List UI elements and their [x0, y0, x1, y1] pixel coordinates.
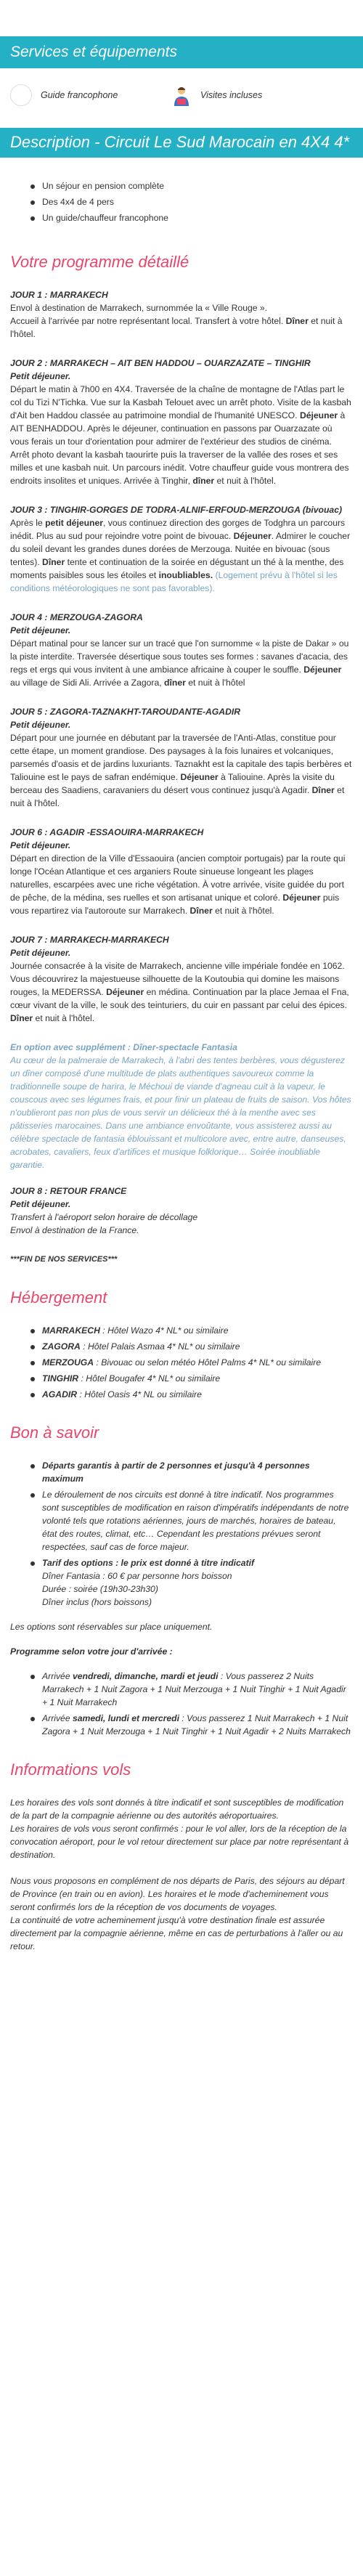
option-text: Au cœur de la palmeraie de Marrakech, à l'abri des tentes berbères, vous dégusterez un dîner composé d'une multitude de plats authentiques savoureux comme la traditionnelle soupe de harira, le Méchoui de viande d'agneau cuit à la vapeur, le couscous avec ses légumes frais, et pour finir un plateau de fruits de saison. Vos hôtes n'oublieront pas non plus de vous servir un délicieux thé à la menthe avec ses pâtisseries marocaines. Dans une ambiance envoûtante, vous assisterez aussi au célèbre spectacle de fantasia éblouissant et multicolore avec, entre autre, danseuses, acrobates, cavaliers, feux d'artifices et musique folklorique… Soirée inoubliable garantie.: [10, 1055, 351, 1170]
day-text: Départ matinal pour se lancer sur un tracé que l'on surnomme « la piste de Dakar » ou la piste interdite. Traversée désertique sous toutes ses formes : savanes d'acacia, des regs et ergs qui vous invitent à une ambiance africaine à couper le souffle. Déjeuner au village de Sidi Ali. Arrivée a Zagora, dîner et nuit à l'hôtel: [10, 638, 349, 688]
weather-note: (Logement prévu à l'hôtel si les conditions météorologiques ne sont pas favorables).: [10, 570, 338, 593]
day-2: [10, 357, 353, 487]
option-title: En option avec supplément : Dîner-spectacle Fantasia: [10, 1042, 237, 1052]
day-text: Journée consacrée à la visite de Marrakech, ancienne ville impériale fondée en 1062. Vous découvrirez la majestueuse silhouette de la Koutoubia qui domine les maisons rouges, la MEDERSSA. Déjeuner en médina. Continuation par la place Jemaa el Fna, cœur vivant de la ville, le souk des teinturiers, du cuir en passant par celui des épices. Dîner et nuit à l'hôtel.: [10, 961, 349, 1023]
services-list: [10, 78, 353, 112]
day-meal: Petit déjeuner.: [10, 371, 71, 381]
day-text: Accueil à l'arrivée par notre représentant local. Transfert à votre hôtel. Dîner et nuit à l'hôtel.: [10, 316, 343, 339]
day-3: [10, 503, 353, 595]
day-title: JOUR 5 : ZAGORA-TAZNAKHT-TAROUDANTE-AGADIR: [10, 707, 241, 717]
arrival-list: [10, 1670, 353, 1738]
list-item: AGADIR : Hôtel Oasis 4* NL ou similaire: [42, 1388, 353, 1401]
services-banner: [0, 36, 363, 68]
description-banner: [0, 128, 363, 158]
vols-heading: Informations vols: [10, 1760, 131, 1779]
day-text: Envol à destination de Marrakech, surnommée la « Ville Rouge ».: [10, 303, 268, 313]
hebergement-heading: Hébergement: [10, 1288, 107, 1307]
day-1: [10, 288, 353, 341]
day-meal: Petit déjeuner.: [10, 1199, 71, 1209]
list-item: Un séjour en pension complète: [42, 179, 353, 192]
day-4: [10, 611, 353, 689]
list-item: MARRAKECH : Hôtel Wazo 4* NL* ou similaire: [42, 1324, 353, 1337]
vols-text: [10, 1796, 353, 1953]
list-item: Le déroulement de nos circuits est donné à titre indicatif. Nos programmes sont susceptibles de modification en raison d'impératifs indépendants de notre volonté tels que rotations aériennes, jours de marchés, horaires de bateau, état des routes, climat, etc… Cependant les prestations prévues seront respectées, sauf cas de force majeur.: [42, 1488, 353, 1553]
bon-a-savoir-list: [10, 1459, 353, 1609]
day-meal: Petit déjeuner.: [10, 840, 71, 850]
end-of-services: ***FIN DE NOS SERVICES***: [10, 1255, 118, 1264]
day-title: JOUR 3 : TINGHIR-GORGES DE TODRA-ALNIF-ERFOUD-MERZOUGA (bivouac): [10, 505, 343, 515]
day-text: Départ le matin à 7h00 en 4X4. Traversée de la chaîne de montagne de l'Atlas part le col du Tizi N'Tichka. Vue sur la Kasbah Telouet avec un arrêt photo. Visite de la kasbah d'Ait ben Haddou classée au patrimoine mondial de l'humanité UNESCO. Déjeuner à AIT BENHADDOU. Après le déjeuner, continuation en passons par Ouarzazate où vous ferais un tour d'orientation pour admirer de l'extérieur des studios de cinéma.: [10, 384, 351, 447]
list-item: ZAGORA : Hôtel Palais Asmaa 4* NL* ou similaire: [42, 1340, 353, 1353]
day-6: [10, 826, 353, 917]
list-item: Un guide/chauffeur francophone: [42, 211, 353, 224]
day-title: JOUR 7 : MARRAKECH-MARRAKECH: [10, 935, 169, 945]
day-meal: Petit déjeuner.: [10, 720, 71, 730]
list-item: MERZOUGA : Bivouac ou selon météo Hôtel Palms 4* NL* ou similaire: [42, 1356, 353, 1369]
service-item: [10, 78, 170, 112]
day-meal: Petit déjeuner.: [10, 625, 71, 635]
day-meal: Petit déjeuner.: [10, 948, 71, 958]
paragraph: Nous vous proposons en complément de nos départs de Paris, des séjours au départ de Province (en train ou en avion). Les horaires et le mode d'acheminement vous seront confirmés lors de la réception de vos documents de voyages.: [10, 1876, 345, 1912]
service-label: Guide francophone: [41, 90, 118, 100]
day-text: Départ en direction de la Ville d'Essaouira (ancien comptoir portugais) par la route qui longe l'Océan Atlantique et ces arganiers Route sinueuse longeant les plages naturelles, escarpées avec une riche végétation. À votre arrivée, visite guidée du port de pêche, de la médina, ses ruelles et son artisanat unique et coloré. Déjeuner puis vous repartirez via l'autoroute sur Marrakech. Dîner et nuit à l'hôtel.: [10, 853, 346, 916]
day-text: Départ pour une journée en débutant par la traversée de l'Anti-Atlas, constitue pour cette étape, un moment grandiose. Des paysages à la fois lunaires et volcaniques, parsemés d'oasis et de jardins luxuriants. Taznakht est la capitale des tapis berbères et Taliouine est le pays de safran endémique. Déjeuner à Taliouine. Après la visite du berceau des Saadiens, caravaniers du désert vous continuez jusqu'à Agadir. Dîner et nuit à l'hôtel.: [10, 733, 352, 808]
fantasia-option: [10, 1041, 353, 1171]
description-title: Description - Circuit Le Sud Marocain en 4X4 4*: [10, 133, 350, 151]
list-item: Des 4x4 de 4 pers: [42, 195, 353, 208]
list-item: Départs garantis à partir de 2 personnes et jusqu'à 4 personnes maximum: [42, 1459, 353, 1485]
description-list: [10, 179, 353, 224]
service-item: [170, 78, 330, 112]
day-title: JOUR 8 : RETOUR FRANCE: [10, 1186, 127, 1196]
list-item: Arrivée samedi, lundi et mercredi : Vous passerez 1 Nuit Marrakech + 1 Nuit Zagora + 1 Nuit Merzouga + 1 Nuit Tinghir + 1 Nuit Agadir + 2 Nuits Marrakech: [42, 1712, 353, 1738]
service-label: Visites incluses: [200, 90, 263, 100]
day-text: Arrêt photo devant la kasbah taourirte puis la traverser de la vallée des roses et ses milles et une kasbah nuit. Un parcours inédit. Votre chauffeur guide vous montrera des endroits insolites et uniques. Arrivée à Tinghir, dîner et nuit à l'hôtel.: [10, 450, 349, 486]
hotel-list: [10, 1324, 353, 1401]
day-text: Envol à destination de la France.: [10, 1225, 139, 1235]
list-item: TINGHIR : Hôtel Bougafer 4* NL* ou similaire: [42, 1372, 353, 1385]
list-item: Arrivée vendredi, dimanche, mardi et jeudi : Vous passerez 2 Nuits Marrakech + 1 Nuit Zagora + 1 Nuit Merzouga + 1 Nuit Tinghir + 1 Nuit Agadir + 1 Nuit Marrakech: [42, 1670, 353, 1709]
france-flag-icon: [10, 84, 32, 106]
day-text: Transfert à l'aéroport selon horaire de décollage: [10, 1212, 198, 1222]
day-title: JOUR 6 : AGADIR -ESSAOUIRA-MARRAKECH: [10, 827, 204, 837]
day-text: Après le petit déjeuner, vous continuez direction des gorges de Todghra un parcours inédit. Plus au sud pour rejoindre votre point de bivouac. Déjeuner. Admirer le coucher du soleil devant les grandes dunes dorées de Merzouga. Nuitée en bivouac (sous tentes). Dîner tente et continuation de la soirée en dégustant un thé à la menthe, des moments paisibles sous les étoiles et inoubliables. (Logement prévu à l'hôtel si les conditions météorologiques ne sont pas favorables).: [10, 518, 351, 593]
paragraph: Les horaires des vols sont donnés à titre indicatif et sont susceptibles de modification de la part de la compagnie aérienne ou des autorités aéroportuaires.: [10, 1797, 344, 1821]
day-8: [10, 1185, 353, 1237]
services-title: Services et équipements: [10, 44, 177, 60]
day-title: JOUR 1 : MARRAKECH: [10, 290, 108, 300]
list-item: Tarif des options : le prix est donné à titre indicatif Dîner Fantasia : 60 € par personne hors boisson Durée : soirée (19h30-23h30) Dîner inclus (hors boissons): [42, 1556, 353, 1609]
paragraph: Les horaires de vols vous seront confirmés : pour le vol aller, lors de la réception de la convocation aéroport, pour le vol retour directement sur place par notre représentant à destination.: [10, 1824, 349, 1860]
day-7: [10, 933, 353, 1025]
bon-a-savoir-heading: Bon à savoir: [10, 1423, 99, 1442]
paragraph: La continuité de votre acheminement jusqu'à votre destination finale est assurée directement par la compagnie aérienne, même en cas de perturbations à l'aller ou au retour.: [10, 1915, 343, 1951]
day-title: JOUR 2 : MARRAKECH – AIT BEN HADDOU – OUARZAZATE – TINGHIR: [10, 358, 311, 368]
day-5: [10, 705, 353, 810]
programme-heading: Votre programme détaillé: [10, 253, 189, 271]
programme-subtitle: Programme selon votre jour d'arrivée :: [10, 1646, 173, 1657]
options-note: Les options sont réservables sur place uniquement.: [10, 1622, 213, 1632]
guide-person-icon: [170, 84, 192, 106]
day-title: JOUR 4 : MERZOUGA-ZAGORA: [10, 612, 143, 622]
